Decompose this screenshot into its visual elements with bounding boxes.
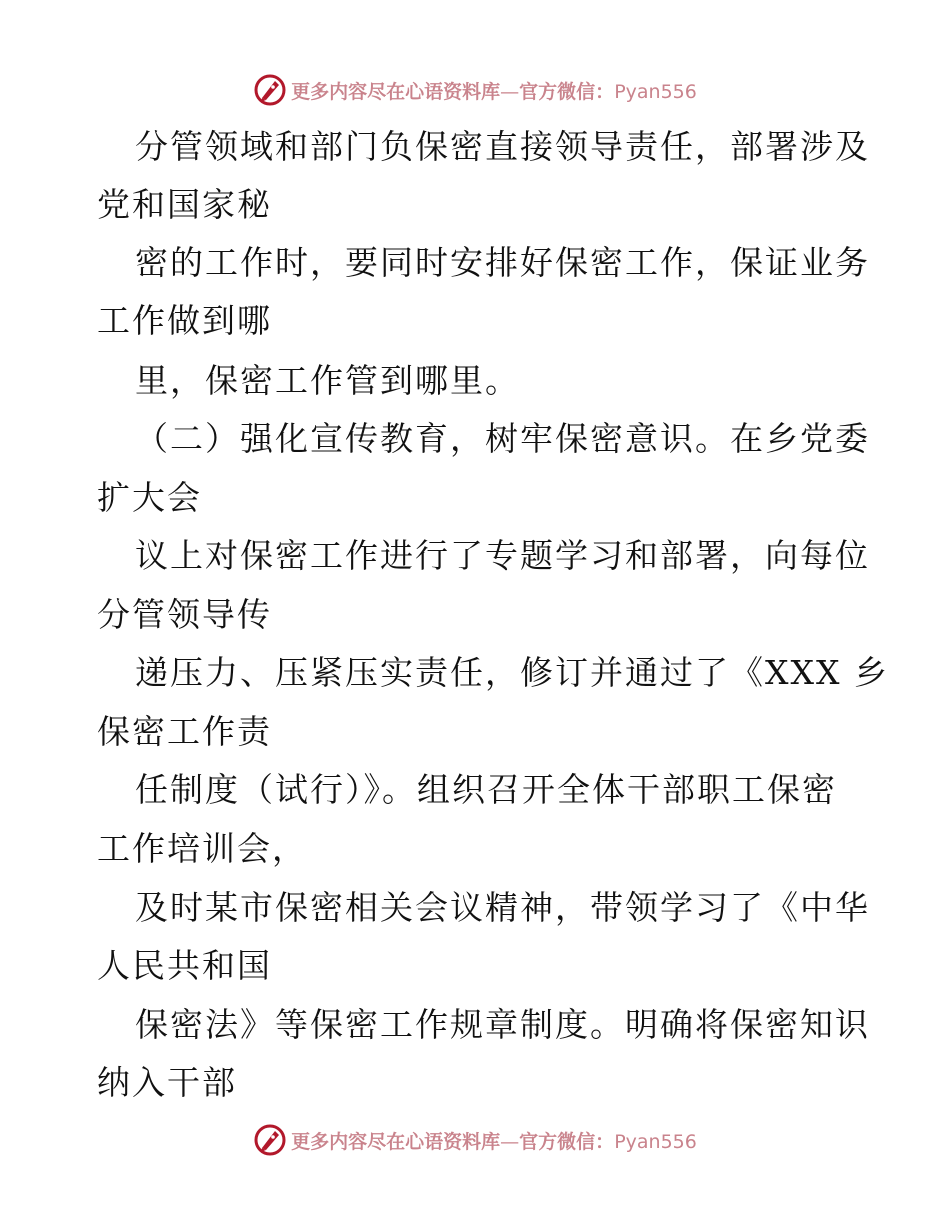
body-line: 纳入干部 [97, 1063, 237, 1102]
body-line: 保密工作责 [97, 712, 272, 751]
footer-banner-account: Pyan556 [614, 1130, 697, 1153]
header-banner-tail: 官方微信： [519, 80, 615, 103]
body-line: 党和国家秘 [97, 185, 272, 224]
body-line: 任制度（试行）》。组织召开全体干部职工保密 [135, 770, 837, 809]
footer-banner-tail: 官方微信： [519, 1130, 615, 1153]
body-line: 保密法》等保密工作规章制度。明确将保密知识 [135, 1005, 870, 1044]
header-banner-main: 更多内容尽在心语资料库 [291, 80, 501, 103]
header-banner-text [291, 77, 697, 104]
footer-banner-main: 更多内容尽在心语资料库 [291, 1130, 501, 1153]
body-line: 扩大会 [97, 478, 202, 517]
body-line: 工作做到哪 [97, 301, 272, 340]
body-line: 递压力、压紧压实责任，修订并通过了《XXX 乡 [135, 653, 889, 692]
footer-banner-dash: — [500, 1130, 520, 1153]
footer-banner-inner [253, 1123, 697, 1157]
pen-nib-logo-icon [253, 1123, 287, 1157]
body-line: 里，保密工作管到哪里。 [135, 361, 520, 400]
body-line: 分管领导传 [97, 595, 272, 634]
footer-banner-text [291, 1127, 697, 1154]
body-line: 工作培训会， [97, 829, 307, 868]
body-line: 及时某市保密相关会议精神，带领学习了《中华 [135, 888, 870, 927]
header-banner [0, 70, 950, 110]
body-line: 议上对保密工作进行了专题学习和部署，向每位 [135, 536, 870, 575]
body-line: 密的工作时，要同时安排好保密工作，保证业务 [135, 243, 870, 282]
header-banner-dash: — [500, 80, 520, 103]
body-line: 人民共和国 [97, 946, 272, 985]
header-banner-account: Pyan556 [614, 80, 697, 103]
header-banner-inner [253, 73, 697, 107]
body-line: （二）强化宣传教育，树牢保密意识。在乡党委 [135, 419, 870, 458]
footer-banner [0, 1120, 950, 1160]
pen-nib-logo-icon [253, 73, 287, 107]
body-line: 分管领域和部门负保密直接领导责任，部署涉及 [135, 127, 870, 166]
